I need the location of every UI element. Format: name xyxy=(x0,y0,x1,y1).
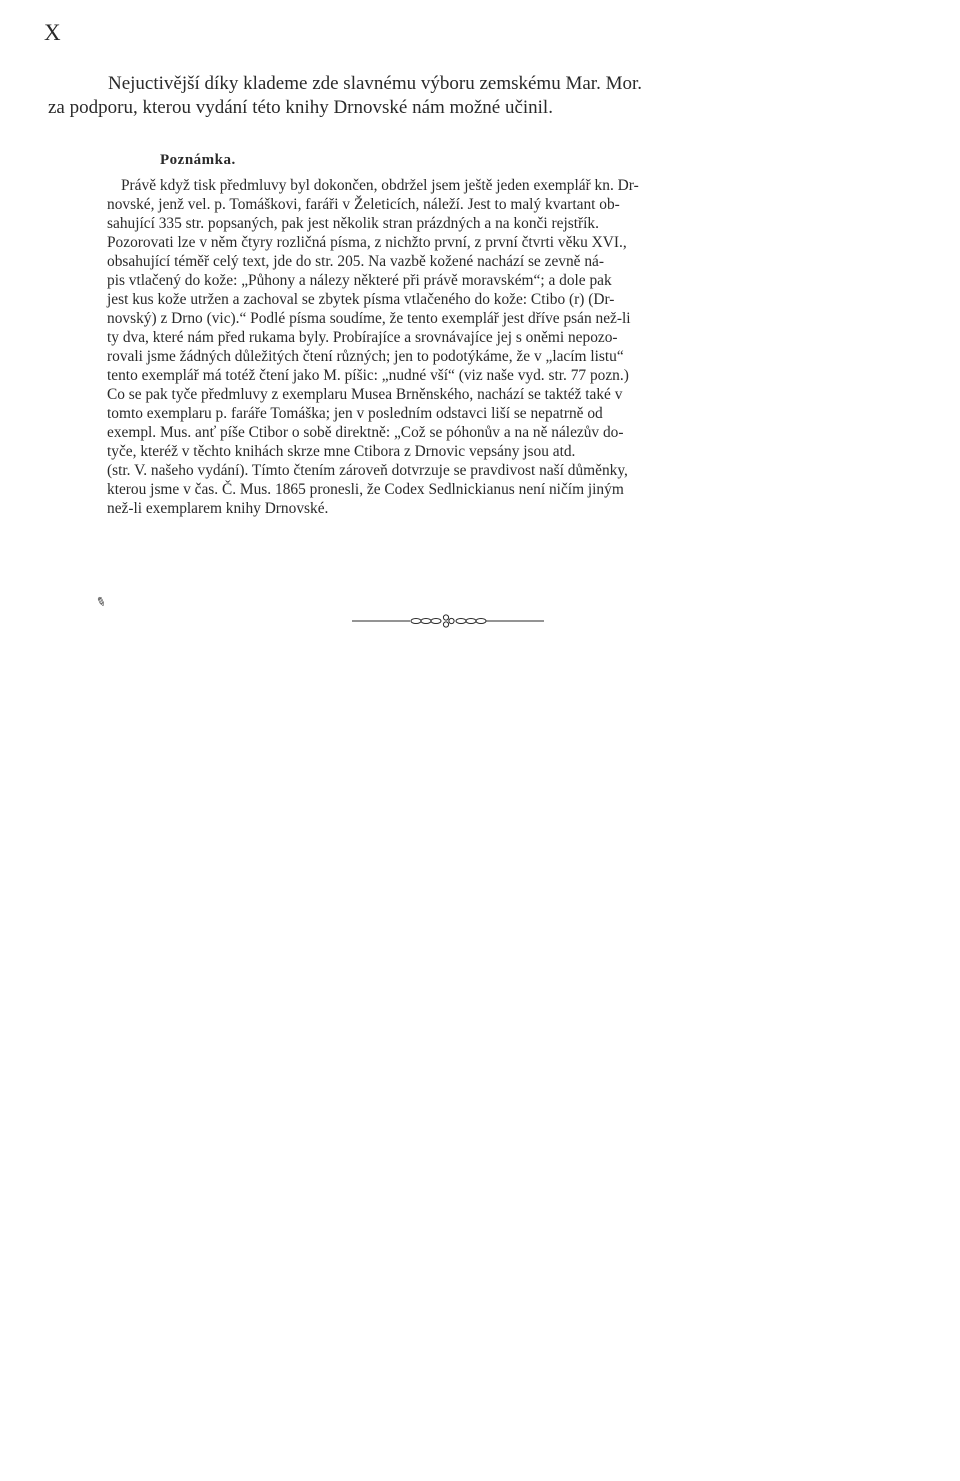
note-line: exempl. Mus. anť píše Ctibor o sobě direktně: „Což se póhonův a na ně nálezův do- xyxy=(107,424,624,441)
ornamental-rule-icon xyxy=(352,612,544,630)
note-line: (str. V. našeho vydání). Tímto čtením zároveň dotvrzuje se pravdivost naší důměnky, xyxy=(107,462,628,479)
note-line: tomto exemplaru p. faráře Tomáška; jen v posledním odstavci liší se nepatrně od xyxy=(107,405,603,422)
note-line: Co se pak tyče předmluvy z exemplaru Musea Brněnského, nachází se taktéž také v xyxy=(107,386,623,403)
note-line: sahující 335 str. popsaných, pak jest několik stran prázdných a na konči rejstřík. xyxy=(107,215,599,232)
note-line: Pozorovati lze v něm čtyry rozličná písma, z nichžto první, z první čtvrti věku XVI., xyxy=(107,234,627,251)
note-line: Právě když tisk předmluvy byl dokončen, obdržel jsem ještě jeden exemplář kn. Dr- xyxy=(121,177,639,194)
note-line: tyče, kteréž v těchto knihách skrze mne Ctibora z Drnovic vepsány jsou atd. xyxy=(107,443,576,460)
note-line: než-li exemplarem knihy Drnovské. xyxy=(107,500,329,517)
note-line: pis vtlačený do kože: „Půhony a nálezy některé při právě moravském“; a dole pak xyxy=(107,272,612,289)
page-number: X xyxy=(44,20,61,45)
note-heading: Poznámka. xyxy=(160,152,236,168)
note-paragraph xyxy=(107,176,851,518)
note-line: tento exemplář má totéž čtení jako M. píšic: „nudné vší“ (viz naše vyd. str. 77 pozn.) xyxy=(107,367,629,384)
note-line: ty dva, které nám před rukama byly. Probírajíce a srovnávajíce jej s oněmi nepozo- xyxy=(107,329,618,346)
ink-speck: ✎ xyxy=(93,593,109,611)
acknowledgement-line: Nejuctivější díky klademe zde slavnému výboru zemskému Mar. Mor. xyxy=(108,73,642,94)
note-line: novské, jenž vel. p. Tomáškovi, faráři v Želeticích, náleží. Jest to malý kvartant ob- xyxy=(107,196,620,213)
note-line: obsahující téměř celý text, jde do str. 205. Na vazbě kožené nachází se zevně ná- xyxy=(107,253,604,270)
note-line: rovali jsme žádných důležitých čtení různých; jen to podotýkáme, že v „lacím listu“ xyxy=(107,348,624,365)
note-line: jest kus kože utržen a zachoval se zbytek písma vtlačeného do kože: Ctibo (r) (Dr- xyxy=(107,291,615,308)
acknowledgement-line: za podporu, kterou vydání této knihy Drnovské nám možné učinil. xyxy=(48,97,553,118)
note-line: kterou jsme v čas. Č. Mus. 1865 pronesli, že Codex Sedlnickianus není ničím jiným xyxy=(107,481,624,498)
acknowledgement-paragraph xyxy=(48,72,848,120)
note-line: novský) z Drno (vic).“ Podlé písma soudíme, že tento exemplář jest dříve psán než-li xyxy=(107,310,631,327)
